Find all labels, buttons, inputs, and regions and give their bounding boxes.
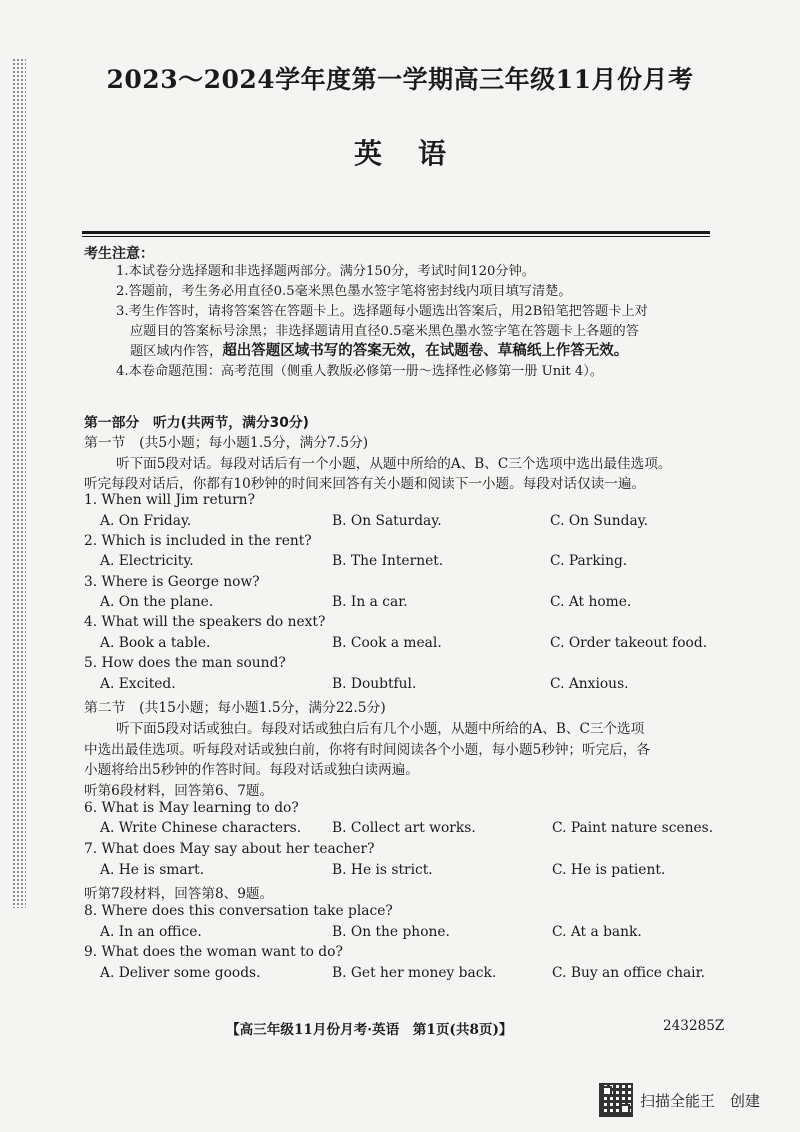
header-divider-thick <box>82 231 710 234</box>
q4-option-c: C. Order takeout food. <box>550 635 708 651</box>
q3-option-c: C. At home. <box>550 594 632 610</box>
subject-title: 英语 <box>353 137 482 170</box>
q3-option-b: B. In a car. <box>332 594 408 610</box>
question-4: 4. What will the speakers do next? <box>84 614 326 630</box>
q7-option-c: C. He is patient. <box>552 862 666 878</box>
page-footer: 【高三年级11月份月考·英语 第1页(共8页)】 <box>226 1022 513 1038</box>
section2-heading: 第二节 (共15小题；每小题1.5分，满分22.5分) <box>84 700 386 716</box>
q4-option-a: A. Book a table. <box>100 635 211 651</box>
q3-option-a: A. On the plane. <box>100 594 214 610</box>
section2-instruction-1: 听下面5段对话或独白。每段对话或独白后有几个小题，从题中所给的A、B、C三个选项 <box>116 721 645 737</box>
section1-instruction-1: 听下面5段对话。每段对话后有一个小题，从题中所给的A、B、C三个选项中选出最佳选项。 <box>116 456 672 472</box>
notice-item-1: 1.本试卷分选择题和非选择题两部分。满分150分，考试时间120分钟。 <box>116 264 535 279</box>
notice-warning-bold: 超出答题区域书写的答案无效，在试题卷、草稿纸上作答无效。 <box>222 343 629 359</box>
section1-heading: 第一节 (共5小题；每小题1.5分，满分7.5分) <box>84 435 369 451</box>
q9-option-a: A. Deliver some goods. <box>100 965 261 981</box>
q5-option-b: B. Doubtful. <box>332 676 417 692</box>
q5-option-c: C. Anxious. <box>550 676 629 692</box>
q1-option-a: A. On Friday. <box>100 513 192 529</box>
header-divider-thin <box>82 236 710 237</box>
question-8: 8. Where does this conversation take place? <box>84 903 393 919</box>
q8-option-c: C. At a bank. <box>552 924 642 940</box>
part1-heading: 第一部分 听力(共两节，满分30分) <box>84 415 309 431</box>
notice-item-2: 2.答题前，考生务必用直径0.5毫米黑色墨水签字笔将密封线内项目填写清楚。 <box>116 284 572 299</box>
question-5: 5. How does the man sound? <box>84 655 286 671</box>
q2-option-c: C. Parking. <box>550 553 628 569</box>
binding-edge-dots <box>12 58 26 908</box>
question-1: 1. When will Jim return? <box>84 492 255 508</box>
q7-option-a: A. He is smart. <box>100 862 205 878</box>
material-note-6: 听第6段材料，回答第6、7题。 <box>84 783 274 799</box>
q6-option-a: A. Write Chinese characters. <box>100 820 302 836</box>
q6-option-b: B. Collect art works. <box>332 820 476 836</box>
q8-option-a: A. In an office. <box>100 924 202 940</box>
notice-item-3-cont2: 题区域内作答，超出答题区域书写的答案无效，在试题卷、草稿纸上作答无效。 <box>130 343 629 359</box>
q1-option-b: B. On Saturday. <box>332 513 442 529</box>
notice-item-3-cont: 应题目的答案标号涂黑；非选择题请用直径0.5毫米黑色墨水签字笔在答题卡上各题的答 <box>130 324 639 339</box>
question-7: 7. What does May say about her teacher? <box>84 841 375 857</box>
question-9: 9. What does the woman want to do? <box>84 944 343 960</box>
q2-option-b: B. The Internet. <box>332 553 444 569</box>
q4-option-b: B. Cook a meal. <box>332 635 442 651</box>
question-3: 3. Where is George now? <box>84 574 260 590</box>
q9-option-c: C. Buy an office chair. <box>552 965 706 981</box>
q8-option-b: B. On the phone. <box>332 924 450 940</box>
q1-option-c: C. On Sunday. <box>550 513 649 529</box>
qr-code-icon <box>599 1083 633 1117</box>
q5-option-a: A. Excited. <box>100 676 176 692</box>
section2-instruction-3: 小题将给出5秒钟的作答时间。每段对话或独白读两遍。 <box>84 762 419 778</box>
notice-heading: 考生注意： <box>84 246 154 262</box>
paper-code: 243285Z <box>663 1018 725 1034</box>
q7-option-b: B. He is strict. <box>332 862 433 878</box>
scanner-watermark: 扫描全能王 创建 <box>640 1092 761 1110</box>
material-note-7: 听第7段材料，回答第8、9题。 <box>84 886 274 902</box>
question-6: 6. What is May learning to do? <box>84 800 299 816</box>
notice-item-3: 3.考生作答时，请将答案答在答题卡上。选择题每小题选出答案后，用2B铅笔把答题卡上对 <box>116 304 648 319</box>
question-2: 2. Which is included in the rent? <box>84 533 312 549</box>
exam-title: 2023～2024学年度第一学期高三年级11月份月考 <box>106 65 694 94</box>
notice-item-4: 4.本卷命题范围：高考范围（侧重人教版必修第一册～选择性必修第一册 Unit 4）。 <box>116 364 604 379</box>
q2-option-a: A. Electricity. <box>100 553 194 569</box>
section1-instruction-2: 听完每段对话后，你都有10秒钟的时间来回答有关小题和阅读下一小题。每段对话仅读一遍。 <box>84 476 646 492</box>
section2-instruction-2: 中选出最佳选项。听每段对话或独白前，你将有时间阅读各个小题，每小题5秒钟；听完后，各 <box>84 742 650 758</box>
q6-option-c: C. Paint nature scenes. <box>552 820 714 836</box>
q9-option-b: B. Get her money back. <box>332 965 497 981</box>
